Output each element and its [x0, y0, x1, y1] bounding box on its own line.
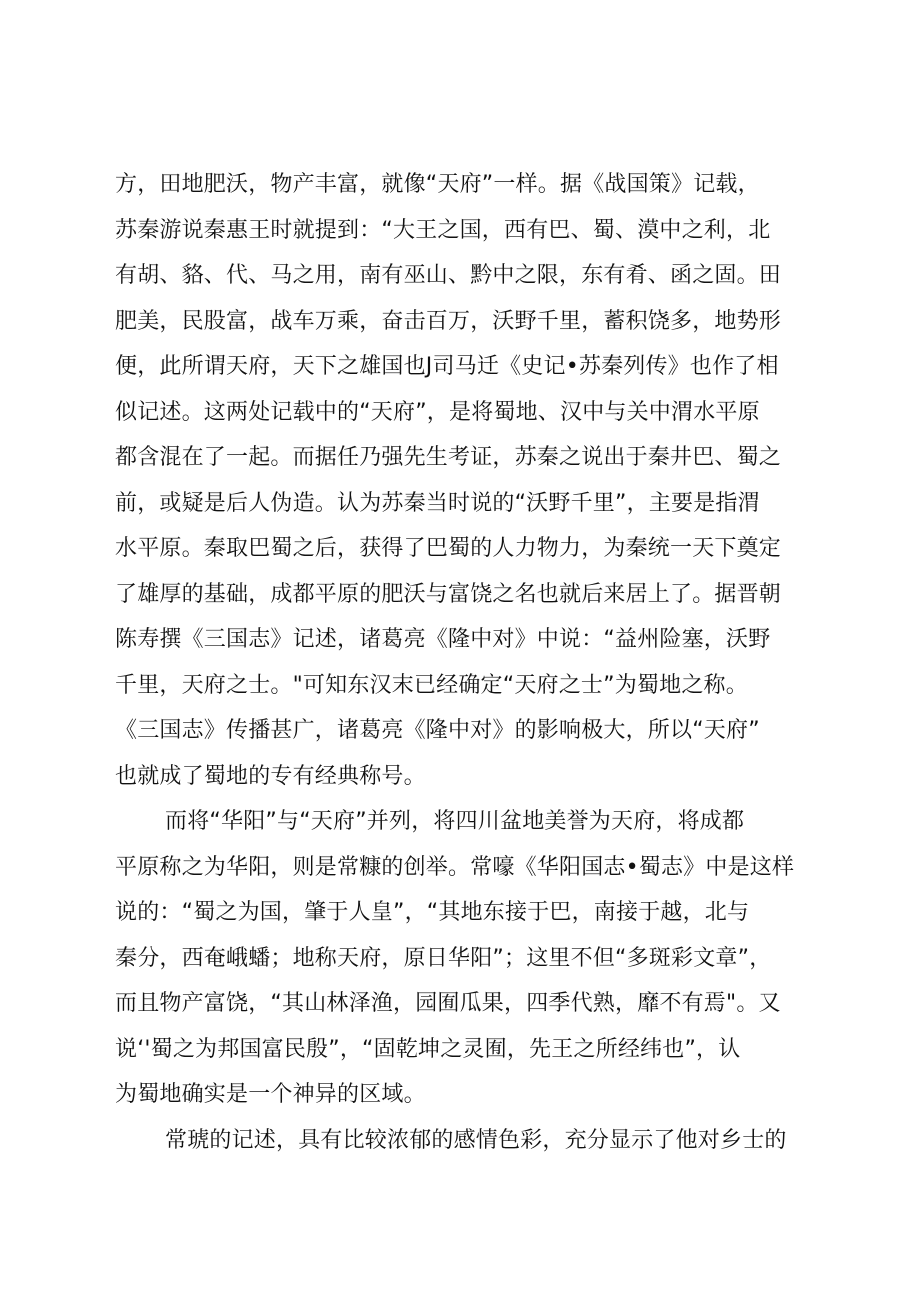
- text-line: 水平原。秦取巴蜀之后，获得了巴蜀的人力物力，为秦统一天下奠定: [115, 536, 782, 561]
- text-line: 说的：“蜀之为国，肇于人皇”，“其地东接于巴，南接于越，北与: [115, 900, 750, 925]
- body-text: [115, 162, 835, 1163]
- text-line: 平原称之为华阳，则是常糠的创举。常嚎《华阳国志•蜀志》中是这样: [115, 854, 795, 880]
- text-line: 为蜀地确实是一个神异的区域。: [115, 1082, 426, 1107]
- text-line: 说‘'蜀之为邦国富民殷”，“固乾坤之灵囿，先王之所经纬也”，认: [115, 1036, 741, 1062]
- text-line: 前，或疑是后人伪造。认为苏秦当时说的“沃野千里”，主要是指渭: [115, 490, 760, 516]
- text-line: 千里，天府之士。"可知东汉末已经确定“天府之士”为蜀地之称。: [115, 672, 748, 698]
- text-line: 《三国志》传播甚广，诸葛亮《隆中对》的影响极大，所以“天府”: [115, 718, 760, 743]
- text-line: 有胡、貉、代、马之用，南有巫山、黔中之限，东有肴、函之固。田: [115, 263, 782, 288]
- text-line: 了雄厚的基础，成都平原的肥沃与富饶之名也就后来居上了。据晋朝: [115, 581, 782, 607]
- text-line: 方，田地肥沃，物产丰富，就像“天府”一样。据《战国策》记载，: [115, 172, 760, 197]
- text-line: 而且物产富饶，“其山林泽渔，园囿瓜果，四季代熟，靡不有焉"。又: [115, 991, 781, 1016]
- text-line: 常琥的记述，具有比较浓郁的感情色彩，充分显示了他对乡士的: [165, 1127, 787, 1153]
- text-line: 也就成了蜀地的专有经典称号。: [115, 763, 426, 789]
- text-line: 陈寿撰《三国志》记述，诸葛亮《隆中对》中说：“益州险塞，沃野: [115, 627, 771, 652]
- text-line: 都含混在了一起。而据任乃强先生考证，苏秦之说出于秦井巴、蜀之: [115, 445, 782, 470]
- text-line: 苏秦游说秦惠王时就提到：“大王之国，西有巴、蜀、漠中之利，北: [115, 217, 771, 243]
- text-line: 似记述。这两处记载中的“天府”，是将蜀地、汉中与关中渭水平原: [115, 399, 760, 425]
- text-line: 便，此所谓天府，天下之雄国也J司马迁《史记•苏秦列传》也作了相: [115, 354, 779, 379]
- text-line: 而将“华阳”与“天府”并列，将四川盆地美誉为天府，将成都: [165, 809, 745, 834]
- text-line: 肥美，民股富，战车万乘，奋击百万，沃野千里，蓄积饶多，地势形: [115, 308, 782, 334]
- text-line: 秦分，西奄峨蟠；地称天府，原日华阳”；这里不但“多斑彩文章”，: [115, 945, 772, 971]
